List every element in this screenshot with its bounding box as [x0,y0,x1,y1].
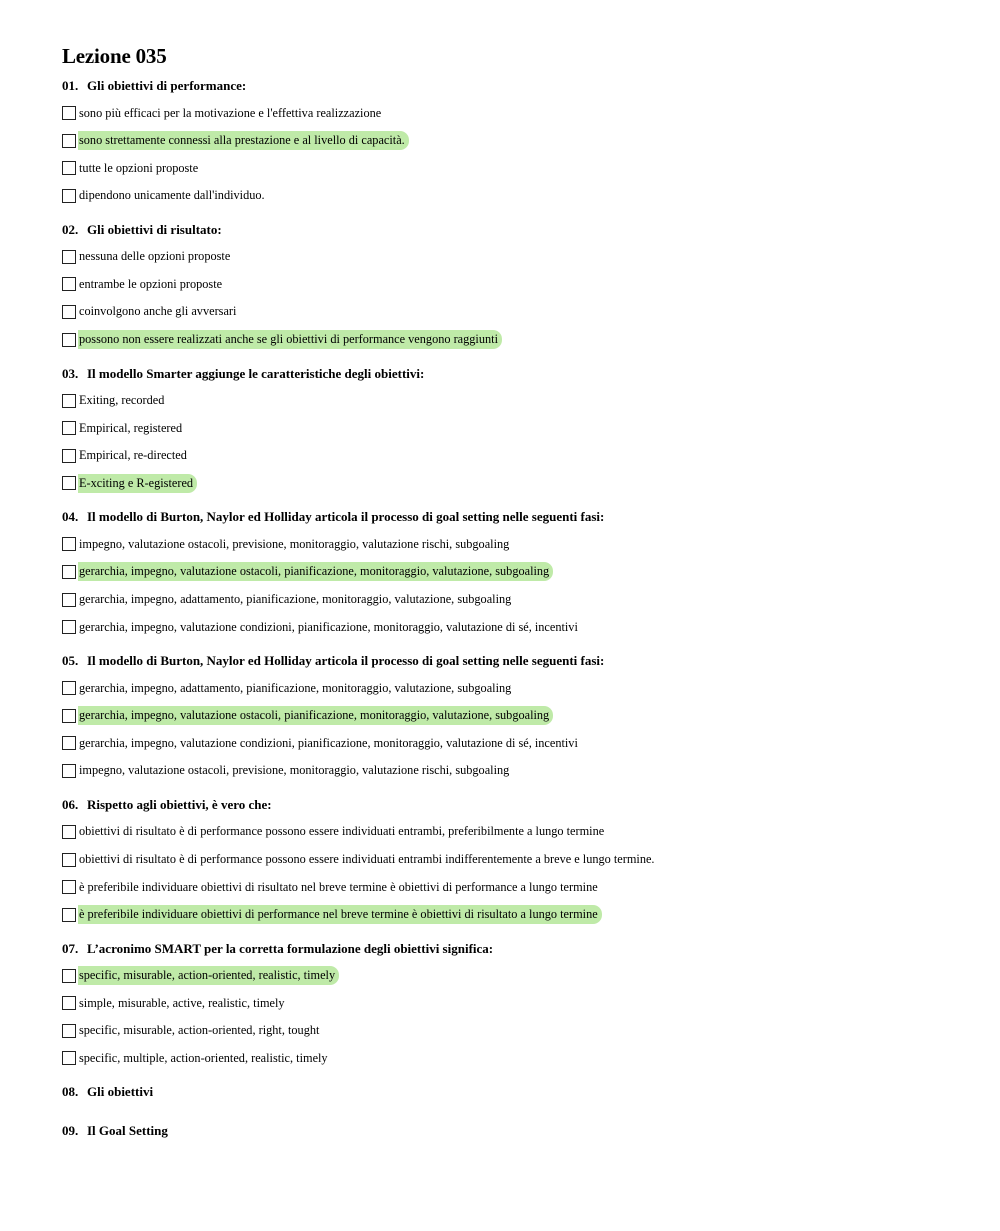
answer-option[interactable] [62,850,962,870]
checkbox-icon[interactable] [62,250,76,264]
checkbox-icon[interactable] [62,277,76,291]
question-02 [62,222,962,350]
question-heading [62,366,962,382]
answer-option-correct[interactable] [62,966,962,986]
answer-option-text: impegno, valutazione ostacoli, previsione, monitoraggio, valutazione rischi, subgoaling [79,763,510,778]
answer-option-text: specific, multiple, action-oriented, realistic, timely [79,1050,328,1065]
answer-option-text: sono strettamente connessi alla prestazione e al livello di capacità. [78,131,409,150]
checkbox-icon[interactable] [62,565,76,579]
answer-option[interactable] [62,391,962,411]
question-heading [62,797,962,813]
question-05 [62,653,962,781]
answer-option-text: gerarchia, impegno, valutazione ostacoli, pianificazione, monitoraggio, valutazione, subgoaling [78,706,553,725]
option-list [62,103,962,206]
answer-option-text: gerarchia, impegno, valutazione condizioni, pianificazione, monitoraggio, valutazione di sé, incentivi [79,735,578,750]
question-text: Rispetto agli obiettivi, è vero che: [87,796,272,812]
answer-option-text: coinvolgono anche gli avversari [79,304,237,319]
question-number: 04. [62,509,79,525]
question-list [62,78,962,1139]
checkbox-icon[interactable] [62,825,76,839]
answer-option[interactable] [62,761,962,781]
checkbox-icon[interactable] [62,449,76,463]
answer-option-text: obiettivi di risultato è di performance possono essere individuati entrambi, preferibilmente a lungo termine [79,824,605,839]
question-text: Il modello Smarter aggiunge le caratteristiche degli obiettivi: [87,365,425,381]
answer-option-text: dipendono unicamente dall'individuo. [79,188,265,203]
question-heading [62,1084,962,1100]
answer-option-text: gerarchia, impegno, valutazione ostacoli, pianificazione, monitoraggio, valutazione, subgoaling [78,562,553,581]
answer-option-text: è preferibile individuare obiettivi di performance nel breve termine è obiettivi di risultato a lungo termine [78,905,602,924]
question-heading [62,653,962,669]
answer-option-text: obiettivi di risultato è di performance possono essere individuati entrambi indifferentemente a breve e lungo termine. [79,852,655,866]
answer-option-text: simple, misurable, active, realistic, timely [79,995,285,1010]
question-text: L’acronimo SMART per la corretta formulazione degli obiettivi significa: [87,940,494,956]
checkbox-icon[interactable] [62,593,76,607]
answer-option[interactable] [62,617,962,637]
checkbox-icon[interactable] [62,537,76,551]
checkbox-icon[interactable] [62,1024,76,1038]
option-list [62,534,962,637]
question-text: Gli obiettivi di risultato: [87,221,222,237]
answer-option-text: Empirical, re-directed [79,448,187,463]
question-heading [62,509,962,525]
answer-option-text: tutte le opzioni proposte [79,160,199,175]
option-list [62,391,962,494]
checkbox-icon[interactable] [62,305,76,319]
answer-option[interactable] [62,418,962,438]
checkbox-icon[interactable] [62,764,76,778]
checkbox-icon[interactable] [62,736,76,750]
answer-option-text: entrambe le opzioni proposte [79,276,223,291]
answer-option[interactable] [62,103,962,123]
checkbox-icon[interactable] [62,620,76,634]
answer-option-correct[interactable] [62,706,962,726]
answer-option[interactable] [62,822,962,842]
question-07 [62,941,962,1069]
question-number: 07. [62,940,79,956]
checkbox-icon[interactable] [62,969,76,983]
quiz-page [62,44,962,1162]
answer-option[interactable] [62,993,962,1013]
answer-option[interactable] [62,186,962,206]
answer-option[interactable] [62,158,962,178]
question-number: 02. [62,221,79,237]
answer-option-text: possono non essere realizzati anche se gli obiettivi di performance vengono raggiunti [78,330,502,349]
answer-option-correct[interactable] [62,905,962,925]
question-04 [62,509,962,637]
checkbox-icon[interactable] [62,996,76,1010]
question-text: Il Goal Setting [87,1123,168,1139]
answer-option-correct[interactable] [62,131,962,151]
question-number: 08. [62,1084,79,1100]
question-number: 03. [62,365,79,381]
answer-option-text: sono più efficaci per la motivazione e l'effettiva realizzazione [79,105,382,120]
answer-option-text: specific, misurable, action-oriented, right, tought [79,1023,320,1038]
checkbox-icon[interactable] [62,908,76,922]
question-heading [62,78,962,94]
checkbox-icon[interactable] [62,106,76,120]
checkbox-icon[interactable] [62,1051,76,1065]
question-03 [62,366,962,494]
answer-option[interactable] [62,877,962,897]
question-01 [62,78,962,206]
question-heading [62,1123,962,1139]
question-heading [62,941,962,957]
answer-option-text: impegno, valutazione ostacoli, previsione, monitoraggio, valutazione rischi, subgoaling [79,536,510,551]
answer-option[interactable] [62,1021,962,1041]
checkbox-icon[interactable] [62,880,76,894]
option-list [62,966,962,1069]
question-number: 09. [62,1123,79,1139]
answer-option[interactable] [62,534,962,554]
option-list [62,247,962,350]
checkbox-icon[interactable] [62,189,76,203]
question-number: 01. [62,78,79,93]
checkbox-icon[interactable] [62,476,76,490]
answer-option-correct[interactable] [62,330,962,350]
checkbox-icon[interactable] [62,161,76,175]
answer-option-correct[interactable] [62,473,962,493]
checkbox-icon[interactable] [62,709,76,723]
question-number: 05. [62,653,79,669]
answer-option[interactable] [62,590,962,610]
answer-option[interactable] [62,1048,962,1068]
answer-option-text: gerarchia, impegno, adattamento, pianificazione, monitoraggio, valutazione, subgoaling [79,680,512,695]
answer-option-text: Exiting, recorded [79,393,165,408]
checkbox-icon[interactable] [62,421,76,435]
answer-option[interactable] [62,274,962,294]
option-list [62,822,962,925]
checkbox-icon[interactable] [62,333,76,347]
option-list [62,678,962,781]
answer-option-text: gerarchia, impegno, adattamento, pianificazione, monitoraggio, valutazione, subgoaling [79,592,512,607]
answer-option[interactable] [62,678,962,698]
question-text: Gli obiettivi [87,1084,154,1100]
question-text: Il modello di Burton, Naylor ed Holliday articola il processo di goal setting nelle seguenti fasi: [87,509,605,525]
checkbox-icon[interactable] [62,681,76,695]
question-09 [62,1123,962,1139]
question-text: Il modello di Burton, Naylor ed Holliday articola il processo di goal setting nelle seguenti fasi: [87,653,605,669]
question-06 [62,797,962,925]
answer-option-text: è preferibile individuare obiettivi di risultato nel breve termine è obiettivi di performance a lungo termine [79,879,598,894]
answer-option-correct[interactable] [62,562,962,582]
answer-option-text: E-xciting e R-egistered [78,474,197,493]
checkbox-icon[interactable] [62,134,76,148]
answer-option[interactable] [62,733,962,753]
lesson-title: Lezione 035 [62,44,167,68]
answer-option[interactable] [62,302,962,322]
answer-option[interactable] [62,446,962,466]
answer-option-text: Empirical, registered [79,420,183,435]
question-text: Gli obiettivi di performance: [87,78,247,93]
checkbox-icon[interactable] [62,394,76,408]
question-number: 06. [62,796,79,812]
answer-option-text: nessuna delle opzioni proposte [79,249,231,264]
answer-option-text: specific, misurable, action-oriented, realistic, timely [78,966,339,985]
answer-option-text: gerarchia, impegno, valutazione condizioni, pianificazione, monitoraggio, valutazione di sé, incentivi [79,619,578,634]
checkbox-icon[interactable] [62,853,76,867]
answer-option[interactable] [62,247,962,267]
question-heading [62,222,962,238]
question-08 [62,1084,962,1100]
